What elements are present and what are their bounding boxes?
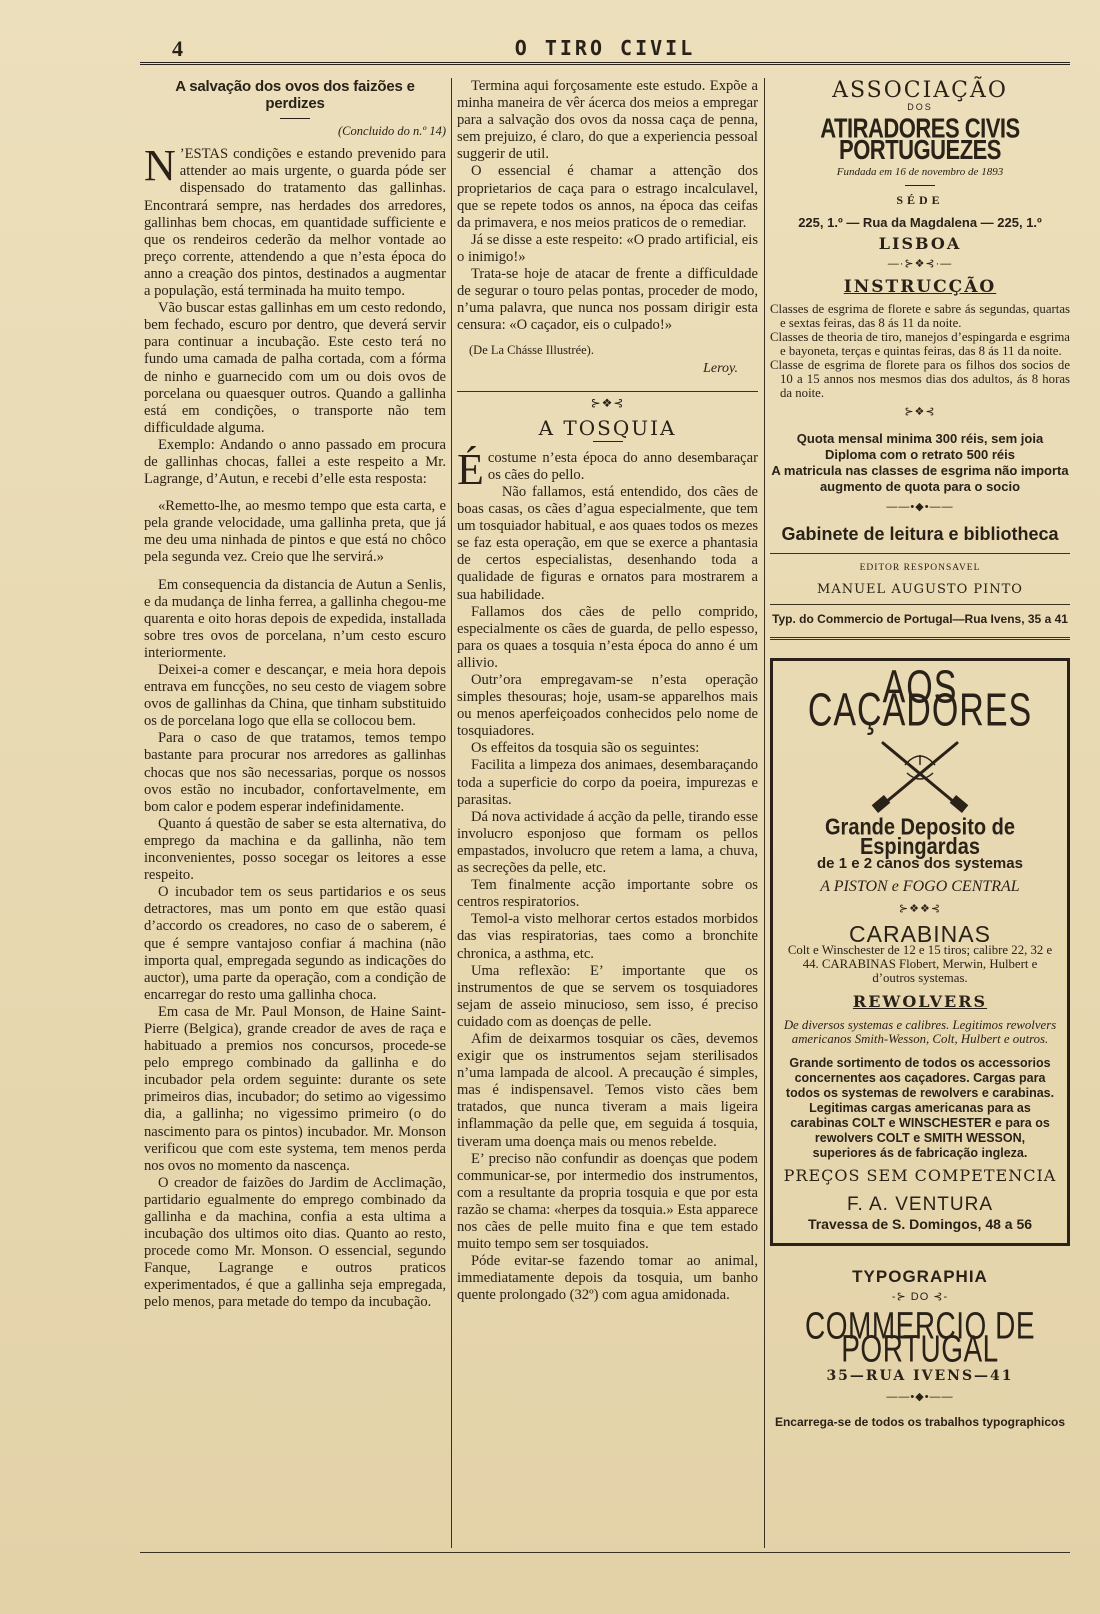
title-rule	[280, 118, 310, 119]
column-divider	[764, 78, 765, 1548]
ornament-divider: —·⊱❖⊰·—	[887, 257, 953, 270]
editor-label: EDITOR RESPONSAVEL	[859, 563, 981, 574]
article-title: A salvação dos ovos dos faizões e perdizes	[175, 78, 415, 113]
paragraph: Temol-a visto melhorar certos estados morbidos das vias respiratorias, taes como a bronchite chronica, a asthma, etc.	[457, 911, 758, 962]
ornament-divider: ⊱❖⊰	[904, 405, 936, 418]
class-item: Classes de esgrima de florete e sabre ás segundas, quartas e sextas feiras, das 8 ás 11 da noite.	[770, 301, 1070, 330]
title-rule	[593, 441, 623, 442]
ad-carbines-heading: CARABINAS	[849, 921, 991, 948]
paragraph: Para o caso de que tratamos, temos tempo bastante para procurar nos arredores as gallinhas chocas que nos são necessarias, porque os nossos ovos estão no incubador, confortavelmente, em bom calor e podem esperar indefinidamente.	[144, 730, 446, 815]
column-divider	[451, 78, 452, 1548]
drop-cap: É	[457, 444, 484, 494]
paragraph: costume n’esta época do anno desembaraçar os cães do pello.	[487, 449, 758, 483]
class-item: Classes de theoria de tiro, manejos d’espingarda e esgrima e bayoneta, terças e quintas feiras, das 8 ás 11 da noite.	[770, 329, 1070, 358]
page-header	[140, 36, 1070, 64]
ad-revolvers-heading: REWOLVERS	[852, 992, 988, 1012]
city: LISBOA	[878, 233, 962, 253]
paragraph: Não fallamos, está entendido, dos cães de boas casas, os cães d’agua especialmente, que tem um tosquiador habitual, e aos quaes todos os mezes se faz esta operação, em que se exerce a phantasia de certos especialistas, desenhando toda a qualidade de figuras e ornatos para mostrarem a sua habilidade.	[457, 483, 758, 603]
rule	[905, 185, 935, 186]
ad-merchant-name: F. A. VENTURA	[846, 1194, 994, 1216]
paragraph: Tem finalmente acção importante sobre os centros respiratorios.	[457, 877, 758, 911]
paragraph: Afim de deixarmos tosquiar os cães, devemos exigir que os instrumentos sejam sterilisados n’uma lampada de alcool. A precaução é simples, mas é indispensavel. Temos visto cães bem tratados, que nunca tiveram a mais ligeira inflammação da pelle que, em seguida á tosquia, tiveram uma doença mais ou menos rebelde.	[457, 1030, 758, 1150]
paragraph: Facilita a limpeza dos animaes, desembaraçando toda a superficie do corpo da poeira, impurezas e parasitas.	[457, 757, 758, 808]
quoted-letter: «Remetto-lhe, ao mesmo tempo que esta carta, e pela grande velocidade, uma gallinha preta, que já me deu uma ninhada de pintos e que está no chôco pela segunda vez. Creio que lhe servirá.»	[144, 498, 446, 566]
library-heading: Gabinete de leitura e bibliotheca	[781, 524, 1059, 545]
typography-heading: TYPOGRAPHIA	[852, 1266, 988, 1286]
typography-services: Encarrega-se de todos os trabalhos typographicos	[774, 1415, 1066, 1430]
crossed-rifles-icon	[865, 735, 975, 815]
paragraph: Deixei-a comer e descançar, e meia hora depois entrava em funcções, no seu cesto de viagem sobre ovos de gallinhas da China, que tinham substituido os de porcelana logo que ella se collocou bem.	[144, 662, 446, 730]
ornament-divider: ——•◆•——	[886, 501, 954, 514]
instruction-heading: INSTRUCÇÃO	[843, 276, 997, 297]
header-rule	[140, 62, 1070, 68]
column-1	[144, 78, 446, 1312]
ornament-divider: ⊱❖❖⊰	[898, 903, 942, 916]
paragraph: Trata-se hoje de atacar de frente a difficuldade de segurar o touro pelas pontas, proceder de modo, n’uma palavra, que nunca nos possam dirigir esta censura: «O caçador, eis o culpado!»	[457, 266, 758, 334]
paragraph: Termina aqui forçosamente este estudo. Expõe a minha maneira de vêr ácerca dos meios a empregar para a salvação dos ovos da nossa caça de penna, sem prejuizo, é claro, do que a experiencia pessoal suggerir de util.	[457, 78, 758, 163]
paragraph: ’ESTAS condições e estando prevenido para attender ao mais urgente, o guarda póde ser dispensado do tratamento das gallinhas. Encontrará sempre, nas herdades dos arredores, gallinhas bem chocas, em quantidade sufficiente e que os rendeiros cederão da melhor vontade ao preço corrente, attendendo a que n’esta época do anno a creação dos pintos, destinados a augmentar a população, está terminada ha muito tempo.	[144, 146, 446, 300]
footer-rule	[140, 1552, 1070, 1553]
ad-prices: PREÇOS SEM COMPETENCIA	[783, 1166, 1057, 1186]
association-dos: DOS	[907, 102, 933, 113]
ad-barrels-line: de 1 e 2 canos dos systemas	[817, 854, 1023, 872]
paragraph: Quanto á questão de saber se esta alternativa, do emprego da machina e da gallinha, não tem inconvenientes, posso socegar os leitores a esse respeito.	[144, 815, 446, 884]
founding-date: Fundada em 16 de novembro de 1893	[836, 166, 1004, 179]
ad-carbines-text: Colt e Winschester de 12 e 15 tiros; calibre 22, 32 e 44. CARABINAS Flobert, Merwin, Hulbert e d’outros systemas.	[787, 943, 1053, 986]
sede-label: SÉDE	[896, 193, 944, 208]
signature: Leroy.	[703, 360, 738, 376]
ad-systems-line: A PISTON e FOGO CENTRAL	[820, 877, 1020, 895]
paragraph: Outr’ora empregavam-se n’esta operação simples thesouras; hoje, usam-se apparelhos mais ou menos aperfeiçoados conhecidos pelo nome de tosquiadores.	[457, 672, 758, 740]
column-2	[457, 78, 758, 1304]
address: 225, 1.º — Rua da Magdalena — 225, 1.º	[798, 214, 1042, 230]
classes-list	[770, 302, 1070, 400]
ornament-divider: ——•◆•——	[886, 1391, 954, 1404]
printer-line: Typ. do Commercio de Portugal—Rua Ivens, 35 a 41	[770, 604, 1070, 639]
paragraph: E’ preciso não confundir as doenças que podem communicar-se, por intermedio dos instrumentos, com a resultante da propria tosquia e que por esta razão se chama: «herpes da tosquia.» Esta apparece nos cães de pelle muito fina e que tem estado muito tempo sem ser tosquiados.	[457, 1150, 758, 1253]
paragraph: Vão buscar estas gallinhas em um cesto redondo, bem fechado, escuro por dentro, que deverá servir para continuar a incubação. Este cesto terá no fundo uma camada de palha cortada, com a fórma de ninho e guarnecido com um ou dois ovos de porcelana ou quaesquer outros. Quando a gallinha está em condições, o transporte não tem difficuldade alguma.	[144, 300, 446, 436]
paragraph: Os effeitos da tosquia são os seguintes:	[471, 740, 700, 757]
association-name: ATIRADORES CIVIS PORTUGUEZES	[820, 112, 1020, 166]
paragraph: Póde evitar-se fazendo tomar ao animal, immediatamente depois da tosquia, um banho quente prolongado (32º) com agua amidonada.	[457, 1253, 758, 1304]
paragraph: O creador de faizões do Jardim de Acclimação, partidario egualmente do emprego combinado da gallinha e da machina, confia a esta ultima a incubação dos ultimos oito dias. Quanto ao resto, procede como Mr. Monson. O essencial, segundo Fanque, Lagrange e outros praticos experimentados, é que a gallinha seja empregada, pelo menos, para metade do tempo da incubação.	[144, 1174, 446, 1311]
paragraph: Já se disse a este respeito: «O prado artificial, eis o inimigo!»	[457, 231, 758, 265]
ad-deposit-heading: Grande Deposito de Espingardas	[824, 814, 1016, 860]
editor-name: MANUEL AUGUSTO PINTO	[817, 582, 1023, 598]
masthead: O TIRO CIVIL	[514, 36, 696, 60]
association-heading: ASSOCIAÇÃO	[832, 78, 1008, 103]
paragraph: Em consequencia da distancia de Autun a Senlis, e da mudança de linha ferrea, a gallinha chegou-me quarenta e oito horas depois de expedida, installada sobre tres ovos de porcelana, n’um cesto escuro interiormente.	[144, 576, 446, 661]
paragraph: Fallamos dos cães de pello comprido, especialmente os cães de guarda, de pello espesso, para os quaes a tosquia n’esta época do anno é um allivio.	[457, 603, 758, 671]
column-3	[770, 78, 1070, 1431]
paragraph: Exemplo: Andando o anno passado em procura de gallinhas chocas, fallei a este respeito a Mr. Lagrange, d’Autun, e recebi d’elle esta resposta:	[144, 436, 446, 488]
paragraph: Uma reflexão: E’ importante que os instrumentos de que se servem os tosquiadores sejam de asseio minucioso, sem isso, é preciso cuidado com as doenças de pelle.	[457, 962, 758, 1030]
page-number: 4	[172, 36, 183, 61]
fee-line: A matricula nas classes de esgrima não importa augmento de quota para o socio	[771, 463, 1069, 495]
ad-revolvers-text: De diversos systemas e calibres. Legitimos rewolvers americanos Smith-Wesson, Colt, Hulbert e outros.	[783, 1018, 1057, 1047]
membership-fees	[770, 431, 1070, 495]
typography-do: -⊱ DO ⊰-	[891, 1290, 949, 1303]
typography-address: 35—RUA IVENS—41	[826, 1368, 1014, 1384]
typography-name: COMMERCIO DE PORTUGAL	[805, 1304, 1035, 1370]
ornament-divider: ⊱❖⊰	[457, 391, 758, 412]
ad-merchant-address: Travessa de S. Domingos, 48 a 56	[807, 1215, 1033, 1232]
fee-line: Quota mensal minima 300 réis, sem joia	[796, 431, 1044, 447]
fee-line: Diploma com o retrato 500 réis	[824, 447, 1015, 463]
drop-cap: N	[144, 141, 176, 191]
paragraph: Em casa de Mr. Paul Monson, de Haine Saint-Pierre (Belgica), grande creador de aves de raça e habituado a premios nos concursos, procede-se pelo emprego combinado da gallinha e do incubador pela ordem seguinte: durante os sete primeiros dias, incubador; do setimo ao vigessimo dia, a gallinha; no vigessimo primeiro (o do nascimento para os pintos) incubador. Mr. Monson verificou que com este systema, tem menos perda nos ovos no momento da nascença.	[144, 1003, 446, 1174]
ad-title: AOS CAÇADORES	[807, 661, 1033, 737]
source-note: (De La Chásse Illustrée).	[469, 343, 594, 358]
paragraph: O incubador tem os seus partidarios e os seus detractores, mas um ponto em que estão quasi d’accordo os creadores, no caso de o saberem, é que é sempre vantajoso confiar á machina (não importa qual, empregada segundo as indicações do auctor), uma parte da operação, com a condição de encarregar do resto uma gallinha choca.	[144, 884, 446, 1003]
continued-note: (Concluido do n.º 14)	[337, 124, 446, 139]
paragraph: Dá nova actividade á acção da pelle, tirando esse involucro esponjoso que formam os pellos empastados, involucro que retem a lama, a chuva, as secreções da pelle, etc.	[457, 808, 758, 877]
gun-shop-advertisement	[770, 658, 1070, 1246]
article-title: A TOSQUIA	[538, 415, 677, 440]
paragraph: O essencial é chamar a attenção dos proprietarios de caça para o estrago incalculavel, que se repete todos os annos, na época das ceifas da primavera, e nos meios praticos de o remediar.	[457, 163, 758, 231]
ad-accessories-text: Grande sortimento de todos os accessorios concernentes aos caçadores. Cargas para todos os systemas de rewolvers e carabinas. Legitimas cargas americanas para as carabinas COLT e WINSCHESTER e para os rewolvers COLT e SMITH WESSON, superiores ás de fabricação ingleza.	[785, 1056, 1055, 1161]
class-item: Classe de esgrima de florete para os filhos dos socios de 10 a 15 annos nos mesmos dias dos adultos, ás 8 horas da noite.	[770, 357, 1070, 400]
